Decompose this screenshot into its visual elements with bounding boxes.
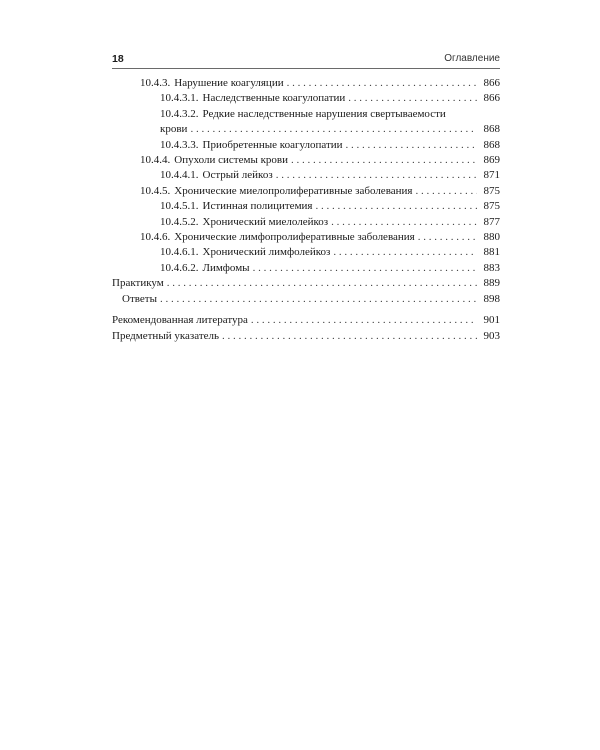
toc-entry-title-continuation: крови bbox=[160, 123, 188, 136]
toc-entry-page: 869 bbox=[483, 154, 500, 167]
toc-entry[interactable] bbox=[112, 199, 500, 214]
toc-entry-page: 875 bbox=[483, 200, 500, 213]
dot-leader bbox=[315, 199, 477, 214]
dot-leader bbox=[276, 168, 477, 183]
toc-entry-page: 903 bbox=[483, 329, 500, 342]
toc-entry[interactable] bbox=[112, 107, 500, 122]
toc-entry-page: 881 bbox=[483, 246, 500, 259]
toc-entry-title: Ответы bbox=[122, 292, 157, 305]
toc-entry-title: Хронический лимфолейкоз bbox=[202, 246, 331, 259]
toc-entry-number: 10.4.6.1. bbox=[160, 246, 199, 259]
dot-leader bbox=[333, 245, 477, 260]
toc-entry-number: 10.4.6.2. bbox=[160, 261, 199, 274]
page-header bbox=[112, 52, 500, 69]
dot-leader bbox=[190, 122, 477, 137]
toc-entry-page: 883 bbox=[483, 261, 500, 274]
page-number: 18 bbox=[112, 53, 124, 65]
toc-entry[interactable] bbox=[112, 138, 500, 153]
dot-leader bbox=[251, 313, 477, 328]
toc-entry[interactable] bbox=[112, 276, 500, 291]
toc-entry-number: 10.4.4.1. bbox=[160, 169, 199, 182]
toc-entry-number: 10.4.5. bbox=[140, 184, 171, 197]
toc-entry[interactable] bbox=[112, 329, 500, 344]
toc-entry-page: 866 bbox=[483, 92, 500, 105]
toc-entry-page: 889 bbox=[483, 277, 500, 290]
toc-entry-title: Практикум bbox=[112, 277, 164, 290]
toc-entry-number: 10.4.6. bbox=[140, 231, 171, 244]
toc-entry[interactable] bbox=[112, 230, 500, 245]
toc-entry[interactable] bbox=[112, 292, 500, 307]
toc-entry[interactable] bbox=[112, 153, 500, 168]
toc-entry-page: 880 bbox=[483, 231, 500, 244]
toc-entry-number: 10.4.5.2. bbox=[160, 215, 199, 228]
dot-leader bbox=[418, 230, 477, 245]
toc-entry-page: 898 bbox=[483, 292, 500, 305]
toc-entry-title: Предметный указатель bbox=[112, 329, 220, 342]
dot-leader bbox=[331, 215, 477, 230]
toc-entry[interactable] bbox=[112, 168, 500, 183]
toc-entry-title: Рекомендованная литература bbox=[112, 314, 248, 327]
toc-entry-page: 871 bbox=[483, 169, 500, 182]
toc-entry-title: Хронические миелопролиферативные заболевания bbox=[174, 184, 413, 197]
toc-entry-title: Хронический миелолейкоз bbox=[202, 215, 329, 228]
toc-entry[interactable] bbox=[112, 215, 500, 230]
toc-entry[interactable] bbox=[112, 184, 500, 199]
toc-entry-number: 10.4.3.1. bbox=[160, 92, 199, 105]
dot-leader bbox=[348, 91, 477, 106]
running-title: Оглавление bbox=[444, 53, 500, 64]
toc-entry-continuation[interactable] bbox=[112, 122, 500, 137]
toc-entry-page: 875 bbox=[483, 184, 500, 197]
toc-entry-page: 901 bbox=[483, 314, 500, 327]
toc-entry-title: Приобретенные коагулопатии bbox=[202, 138, 343, 151]
toc-entry-number: 10.4.3. bbox=[140, 77, 171, 89]
dot-leader bbox=[160, 292, 477, 307]
toc-entry-number: 10.4.3.3. bbox=[160, 138, 199, 151]
toc-entry-page: 877 bbox=[483, 215, 500, 228]
dot-leader bbox=[287, 76, 477, 91]
toc-entry-number: 10.4.5.1. bbox=[160, 200, 199, 213]
toc-entry-number: 10.4.4. bbox=[140, 154, 171, 167]
toc-entry-title: Редкие наследственные нарушения свертываемости bbox=[202, 107, 446, 120]
toc-entry-title: Нарушение коагуляции bbox=[174, 77, 284, 89]
toc-entry[interactable] bbox=[112, 76, 500, 91]
dot-leader bbox=[291, 153, 477, 168]
toc-entry-title: Опухоли системы крови bbox=[174, 154, 289, 167]
toc-entry-page: 868 bbox=[483, 123, 500, 136]
table-of-contents bbox=[112, 76, 500, 344]
toc-entry-title: Лимфомы bbox=[202, 261, 250, 274]
dot-leader bbox=[167, 276, 477, 291]
dot-leader bbox=[346, 138, 477, 153]
dot-leader bbox=[222, 329, 477, 344]
toc-entry-page: 868 bbox=[483, 138, 500, 151]
toc-entry-number: 10.4.3.2. bbox=[160, 107, 199, 120]
toc-entry-title: Наследственные коагулопатии bbox=[202, 92, 346, 105]
toc-entry-page: 866 bbox=[483, 77, 500, 89]
toc-entry-title: Истинная полицитемия bbox=[202, 200, 313, 213]
toc-entry[interactable] bbox=[112, 91, 500, 106]
toc-entry[interactable] bbox=[112, 261, 500, 276]
toc-entry[interactable] bbox=[112, 245, 500, 260]
toc-entry[interactable] bbox=[112, 313, 500, 328]
dot-leader bbox=[253, 261, 477, 276]
dot-leader bbox=[415, 184, 477, 199]
toc-entry-title: Острый лейкоз bbox=[202, 169, 273, 182]
toc-entry-title: Хронические лимфопролиферативные заболевания bbox=[174, 231, 415, 244]
